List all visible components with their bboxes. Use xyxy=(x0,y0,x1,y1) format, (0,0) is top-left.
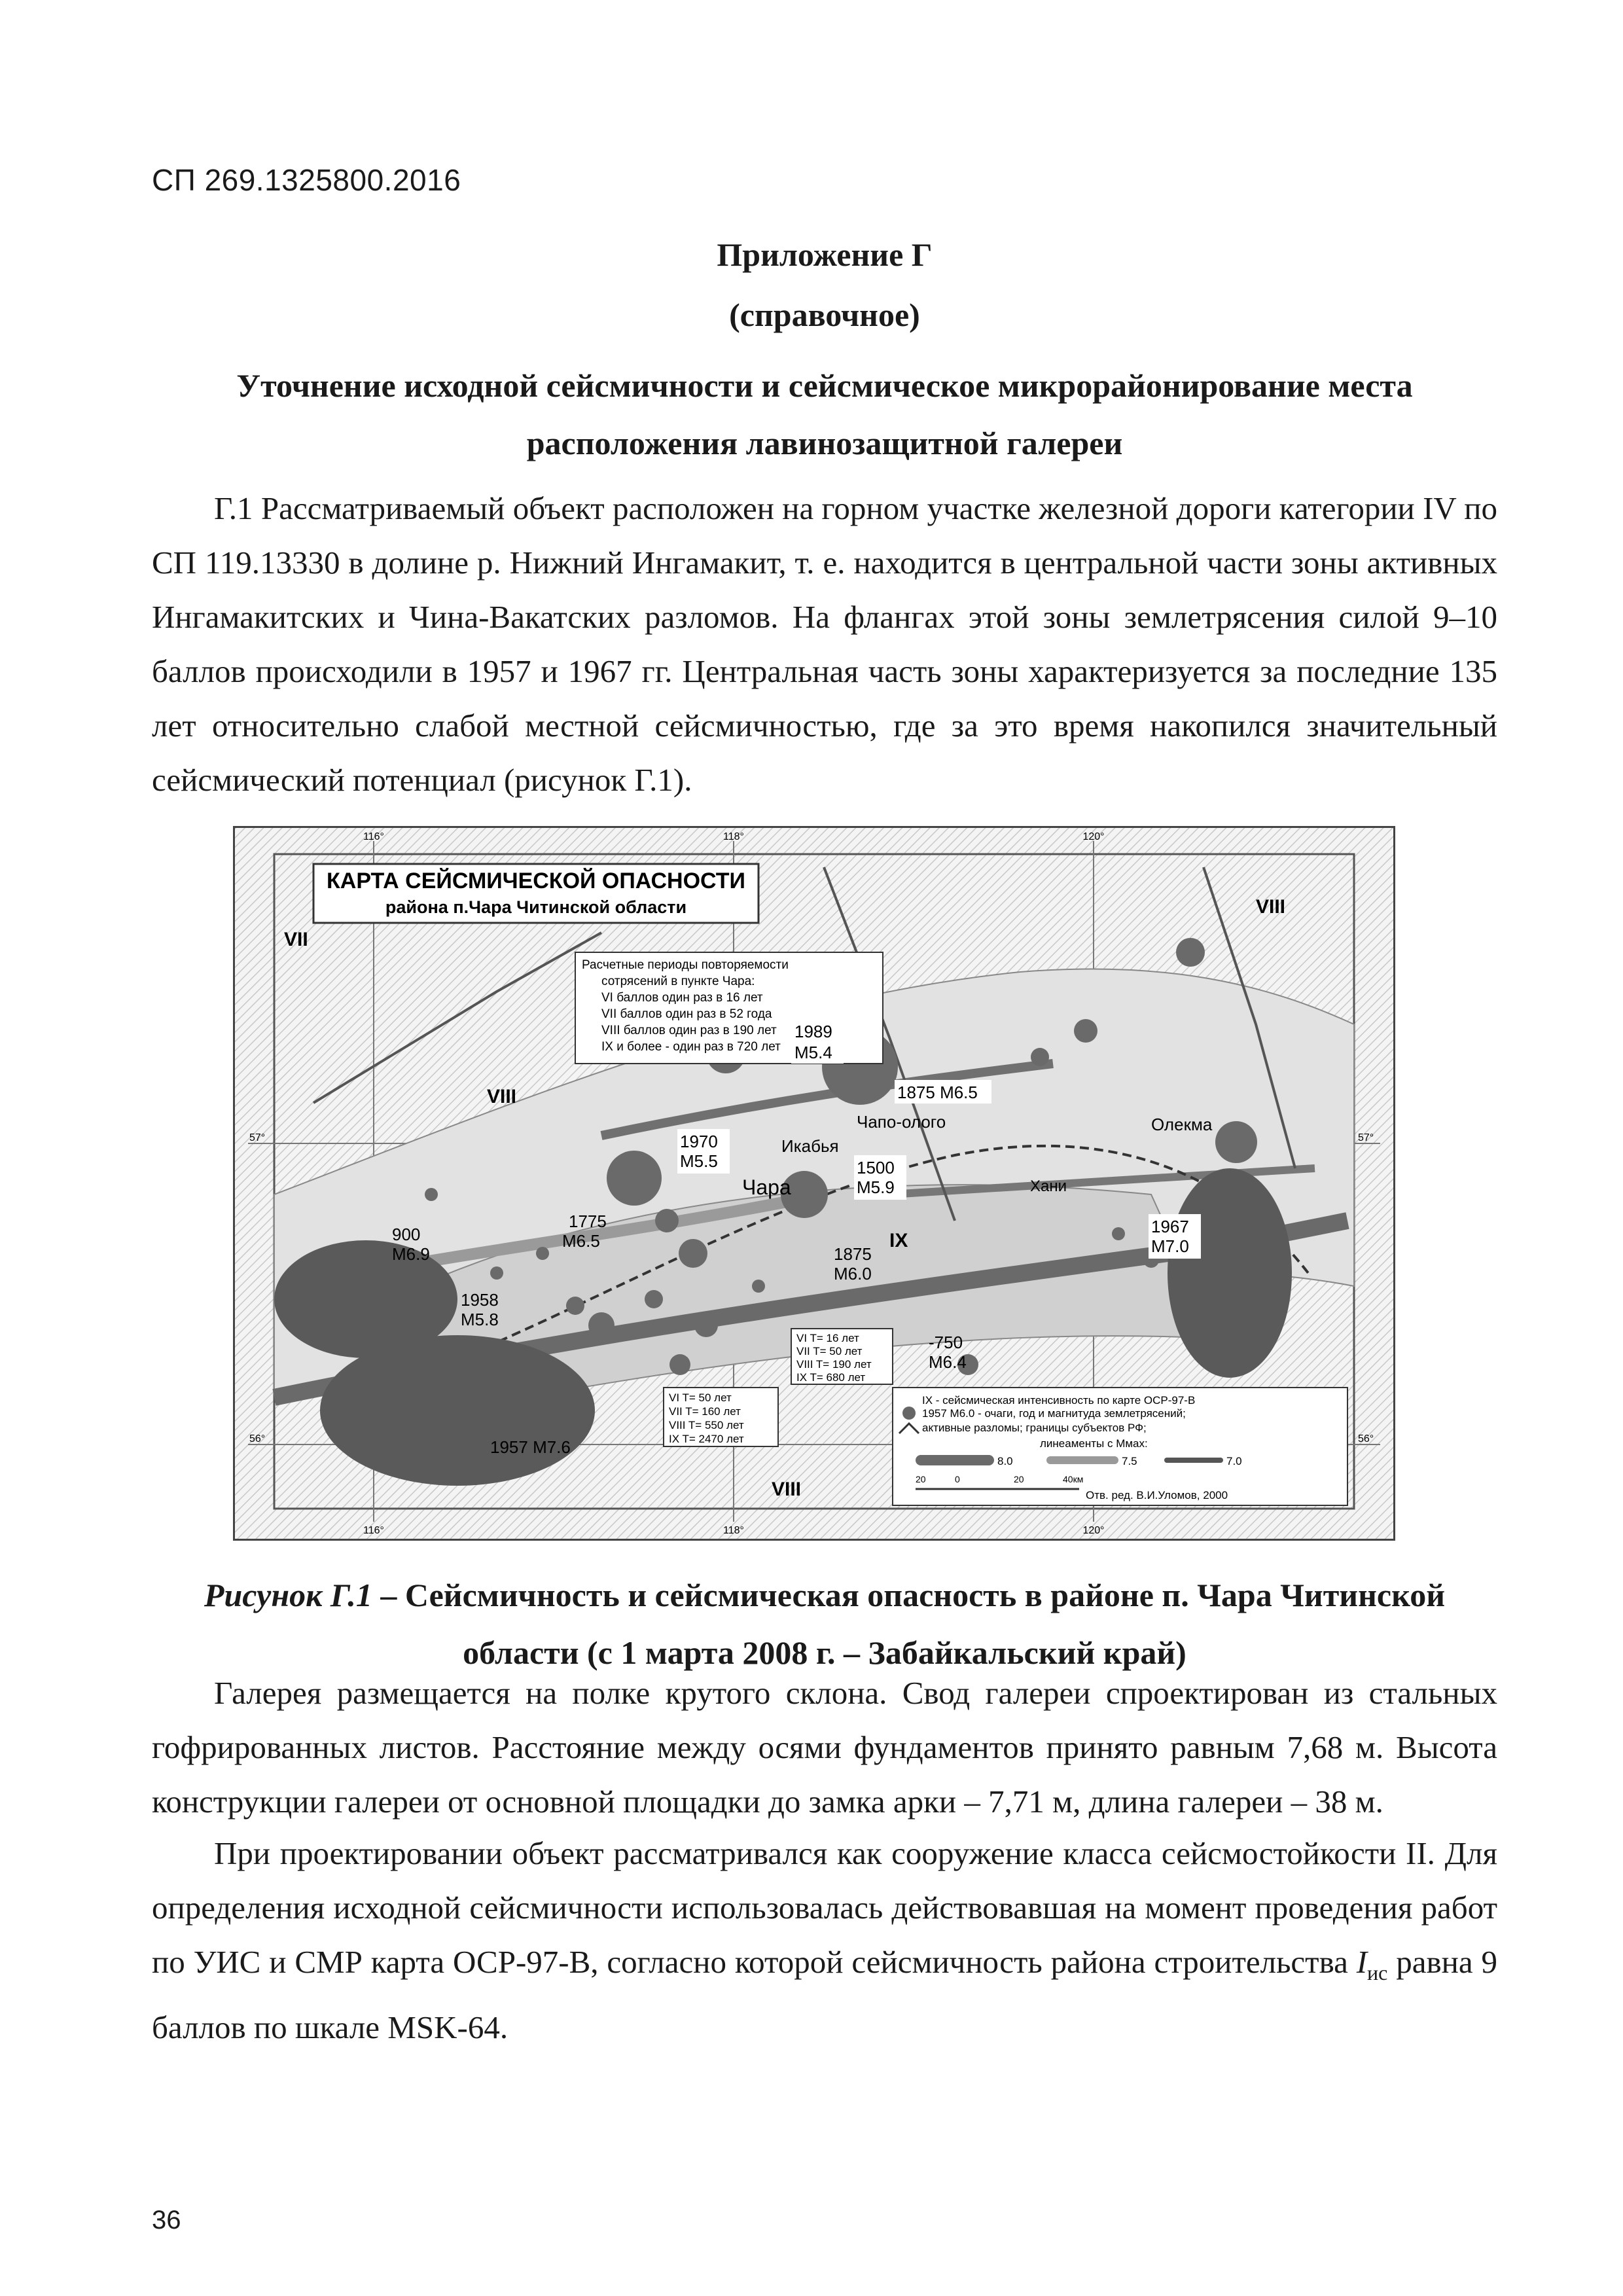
scale-tick: 0 xyxy=(955,1474,960,1484)
intensity-subscript: ис xyxy=(1367,1960,1388,1984)
inset-line: VIII баллов один раз в 190 лет xyxy=(601,1024,777,1037)
legend-value: 8.0 xyxy=(997,1455,1013,1467)
map-subtitle: района п.Чара Читинской области xyxy=(385,897,687,917)
legend-item: IX - сейсмическая интенсивность по карте ОСР-97-В xyxy=(922,1394,1196,1407)
place-label: Чапо-олого xyxy=(857,1112,946,1132)
quake-label: 1957 M7.6 xyxy=(490,1437,571,1457)
quake-label: M5.4 xyxy=(794,1043,832,1062)
paragraph-g1: Г.1 Рассматриваемый объект расположен на горном участке железной дороги категории IV по СП 119.13330 в долине р. Нижний Ингамакит, т. е. находится в центральной части зоны активных Ингамакитских и Чина-Вакатских разломов. На флангах этой зоны землетрясения силой 9–10 баллов происходили в 1957 и 1967 гг. Центральная часть зоны характеризуется за последние 135 лет относительно слабой местной сейсмичностью, где за это время накопился значительный сейсмический потенциал (рисунок Г.1). xyxy=(152,490,1497,798)
scale-tick: 40км xyxy=(1063,1474,1084,1484)
epicentre-1967 xyxy=(1168,1168,1292,1378)
legend-value: 7.0 xyxy=(1226,1455,1242,1467)
lon-label: 118° xyxy=(723,831,744,842)
lon-label: 116° xyxy=(363,1525,384,1536)
epicentre-1957 xyxy=(320,1335,595,1486)
recurrence-row: IX T= 2470 лет xyxy=(669,1433,744,1445)
appendix-title: Приложение Г xyxy=(717,236,933,273)
place-label: Хани xyxy=(1030,1177,1067,1195)
quake-label: 1989 xyxy=(794,1022,832,1041)
lat-label: 57° xyxy=(249,1132,266,1143)
quake-label: 1967 xyxy=(1151,1217,1189,1236)
lon-label: 120° xyxy=(1082,831,1105,842)
recurrence-row: VIII T= 190 лет xyxy=(796,1358,872,1371)
epicentre-1970 xyxy=(607,1151,662,1206)
lon-label: 118° xyxy=(723,1525,744,1536)
recurrence-row: VIII T= 550 лет xyxy=(669,1419,744,1431)
lat-label: 56° xyxy=(1358,1433,1374,1444)
inset-line: VII баллов один раз в 52 года xyxy=(601,1007,772,1021)
recurrence-row: VI T= 16 лет xyxy=(796,1332,859,1344)
legend-item: линеаменты с Ммах: xyxy=(1040,1437,1148,1450)
recurrence-row: IX T= 680 лет xyxy=(796,1371,866,1384)
document-code: СП 269.1325800.2016 xyxy=(152,163,461,197)
legend-value: 7.5 xyxy=(1122,1455,1137,1467)
lon-label: 116° xyxy=(363,831,384,842)
quake-label: 1958 xyxy=(461,1290,499,1310)
inset-line: Расчетные периоды повторяемости xyxy=(582,958,789,972)
quake-label: 1875 xyxy=(834,1244,872,1264)
quake-label: M5.8 xyxy=(461,1310,499,1329)
figure-caption-text: – Сейсмичность и сейсмическая опасность в районе п. Чара Читинской области (с 1 марта 2008 г. – Забайкальский край) xyxy=(372,1577,1446,1671)
zone-label: VIII xyxy=(1256,896,1286,918)
quake-label: M5.9 xyxy=(857,1177,895,1197)
paragraph-text: равна 9 баллов по шкале MSK-64. xyxy=(152,1944,1497,2045)
legend-item: активные разломы; границы субъектов РФ; xyxy=(922,1422,1147,1434)
map-title: КАРТА СЕЙСМИЧЕСКОЙ ОПАСНОСТИ xyxy=(327,869,745,893)
lat-label: 57° xyxy=(1358,1132,1374,1143)
seismic-hazard-map xyxy=(233,826,1395,1541)
recurrence-row: VII T= 160 лет xyxy=(669,1405,741,1418)
appendix-heading: Уточнение исходной сейсмичности и сейсмическое микрорайонирование места расположения лавинозащитной галереи xyxy=(236,367,1413,461)
inset-line: IX и более - один раз в 720 лет xyxy=(601,1040,781,1054)
scale-tick: 20 xyxy=(916,1474,926,1484)
place-label: Икабья xyxy=(781,1136,839,1156)
map-editor: Отв. ред. В.И.Уломов, 2000 xyxy=(1086,1489,1228,1501)
place-label: Олекма xyxy=(1151,1115,1213,1134)
lon-label: 120° xyxy=(1082,1525,1105,1536)
quake-label: M7.0 xyxy=(1151,1236,1189,1256)
inset-line: сотрясений в пункте Чара: xyxy=(601,975,755,988)
inset-line: VI баллов один раз в 16 лет xyxy=(601,991,763,1005)
paragraph-gallery: Галерея размещается на полке крутого склона. Свод галереи спроектирован из стальных гофрированных листов. Расстояние между осями фундаментов принято равным 7,68 м. Высота конструкции галереи от основной площадки до замка арки – 7,71 м, длина галереи – 38 м. xyxy=(152,1675,1497,1820)
figure-caption xyxy=(151,1566,1499,1681)
appendix-subtitle: (справочное) xyxy=(729,296,920,333)
zone-label: VII xyxy=(284,929,308,950)
legend-item: 1957 M6.0 - очаги, год и магнитуда землетрясений; xyxy=(922,1407,1186,1420)
page-number: 36 xyxy=(152,2206,181,2234)
recurrence-row: VI T= 50 лет xyxy=(669,1391,732,1404)
zone-label: VIII xyxy=(772,1479,802,1500)
paragraph-text: При проектировании объект рассматривался как сооружение класса сейсмостойкости II. Для определения исходной сейсмичности использовалась действовавшая на момент проведения работ по УИС и СМР карта ОСР-97-В, согласно которой сейсмичность района строительства xyxy=(152,1835,1497,1980)
paragraph-seismicity xyxy=(152,1826,1497,2054)
quake-label: M6.5 xyxy=(562,1231,600,1251)
quake-label: M6.0 xyxy=(834,1264,872,1283)
quake-label: 1875 M6.5 xyxy=(897,1083,978,1102)
figure-caption-label: Рисунок Г.1 xyxy=(204,1577,372,1613)
recurrence-row: VII T= 50 лет xyxy=(796,1345,863,1357)
lat-label: 56° xyxy=(249,1433,266,1444)
zone-label: IX xyxy=(889,1230,908,1251)
zone-label: VIII xyxy=(487,1086,517,1107)
scale-tick: 20 xyxy=(1014,1474,1024,1484)
quake-label: M6.4 xyxy=(929,1352,967,1372)
quake-label: -750 xyxy=(929,1333,963,1352)
place-label: Чара xyxy=(742,1175,791,1199)
quake-label: 1500 xyxy=(857,1158,895,1177)
quake-label: 900 xyxy=(392,1225,421,1244)
quake-label: M5.5 xyxy=(680,1151,718,1171)
quake-label: 1970 xyxy=(680,1132,718,1151)
quake-label: 1775 xyxy=(569,1211,607,1231)
intensity-symbol: I xyxy=(1356,1944,1368,1980)
quake-label: M6.9 xyxy=(392,1244,430,1264)
